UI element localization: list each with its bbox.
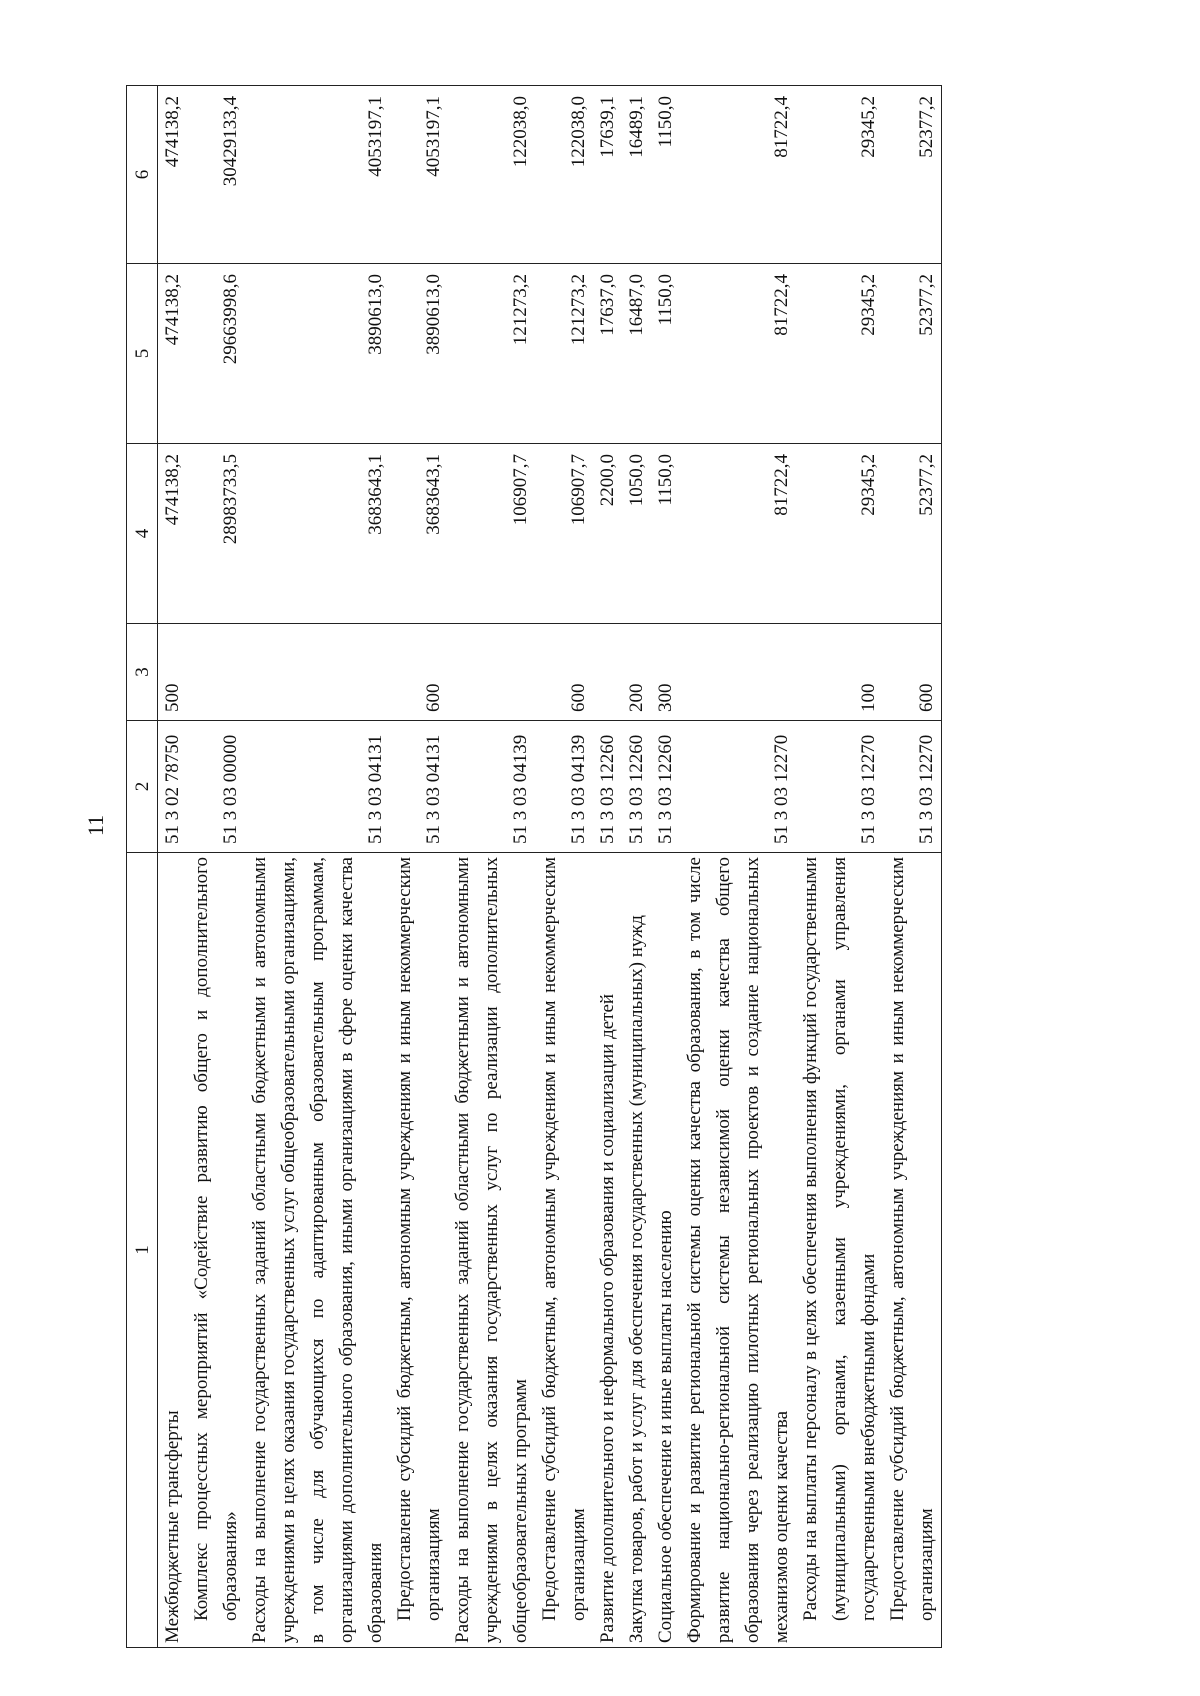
expense-name: Комплекс процессных мероприятий «Содействие развитию общего и дополнительного образования» — [187, 853, 245, 1648]
column-header-4: 4 — [127, 444, 158, 624]
amount-column-6: 16489,1 — [622, 86, 651, 264]
target-article-code: 51 3 03 04139 — [448, 721, 535, 853]
target-article-code: 51 3 03 12260 — [593, 721, 622, 853]
expense-name: Предоставление субсидий бюджетным, автономным учреждениям и иным некоммерческим организациям — [535, 853, 593, 1648]
target-article-code: 51 3 03 12260 — [622, 721, 651, 853]
amount-column-5: 3890613,0 — [390, 264, 448, 444]
expense-type-code: 100 — [796, 624, 883, 721]
expense-type-code: 500 — [158, 624, 188, 721]
column-header-6: 6 — [127, 86, 158, 264]
amount-column-6: 52377,2 — [883, 86, 942, 264]
target-article-code: 51 3 03 00000 — [187, 721, 245, 853]
column-header-1: 1 — [127, 853, 158, 1648]
budget-table — [126, 85, 942, 1648]
amount-column-6: 474138,2 — [158, 86, 188, 264]
amount-column-5: 121273,2 — [535, 264, 593, 444]
expense-type-code — [245, 624, 390, 721]
amount-column-4: 106907,7 — [535, 444, 593, 624]
amount-column-6: 4053197,1 — [390, 86, 448, 264]
target-article-code: 51 3 03 04131 — [245, 721, 390, 853]
expense-name: Развитие дополнительного и неформального образования и социализации детей — [593, 853, 622, 1648]
expense-type-code: 600 — [883, 624, 942, 721]
amount-column-6: 17639,1 — [593, 86, 622, 264]
amount-column-5: 81722,4 — [680, 264, 796, 444]
amount-column-4: 106907,7 — [448, 444, 535, 624]
expense-name: Расходы на выполнение государственных заданий областными бюджетными и автономными учреждениями в целях оказания государственных услуг по реализации дополнительных общеобразовательных программ — [448, 853, 535, 1648]
expense-type-code — [448, 624, 535, 721]
expense-name: Формирование и развитие региональной системы оценки качества образования, в том числе развитие национально-региональной системы независимой оценки качества общего образования через реализацию пилотных региональных проектов и создание национальных механизмов оценки качества — [680, 853, 796, 1648]
amount-column-4: 29345,2 — [796, 444, 883, 624]
amount-column-5: 1150,0 — [651, 264, 680, 444]
target-article-code: 51 3 03 12270 — [796, 721, 883, 853]
table-row — [796, 86, 883, 1648]
target-article-code: 51 3 03 04139 — [535, 721, 593, 853]
amount-column-5: 3890613,0 — [245, 264, 390, 444]
expense-name: Межбюджетные трансферты — [158, 853, 188, 1648]
expense-type-code: 600 — [535, 624, 593, 721]
table-row — [187, 86, 245, 1648]
table-body — [158, 86, 942, 1648]
amount-column-4: 28983733,5 — [187, 444, 245, 624]
expense-name: Предоставление субсидий бюджетным, автономным учреждениям и иным некоммерческим организациям — [883, 853, 942, 1648]
amount-column-6: 4053197,1 — [245, 86, 390, 264]
column-header-2: 2 — [127, 721, 158, 853]
target-article-code: 51 3 03 12270 — [883, 721, 942, 853]
page-number: 11 — [83, 814, 108, 836]
column-header-5: 5 — [127, 264, 158, 444]
column-header-3: 3 — [127, 624, 158, 721]
amount-column-6: 122038,0 — [535, 86, 593, 264]
amount-column-4: 474138,2 — [158, 444, 188, 624]
expense-type-code: 600 — [390, 624, 448, 721]
expense-type-code: 300 — [651, 624, 680, 721]
amount-column-5: 29663998,6 — [187, 264, 245, 444]
table-row — [158, 86, 188, 1648]
target-article-code: 51 3 02 78750 — [158, 721, 188, 853]
table-row — [390, 86, 448, 1648]
amount-column-4: 52377,2 — [883, 444, 942, 624]
target-article-code: 51 3 03 04131 — [390, 721, 448, 853]
expense-type-code: 200 — [622, 624, 651, 721]
amount-column-4: 3683643,1 — [245, 444, 390, 624]
target-article-code: 51 3 03 12260 — [651, 721, 680, 853]
table-row — [651, 86, 680, 1648]
amount-column-6: 1150,0 — [651, 86, 680, 264]
amount-column-5: 474138,2 — [158, 264, 188, 444]
table-row — [245, 86, 390, 1648]
amount-column-4: 1150,0 — [651, 444, 680, 624]
amount-column-5: 52377,2 — [883, 264, 942, 444]
rotated-table-wrapper — [126, 86, 991, 1648]
header-row — [127, 86, 158, 1648]
amount-column-4: 1050,0 — [622, 444, 651, 624]
expense-name: Предоставление субсидий бюджетным, автономным учреждениям и иным некоммерческим организациям — [390, 853, 448, 1648]
amount-column-5: 16487,0 — [622, 264, 651, 444]
target-article-code: 51 3 03 12270 — [680, 721, 796, 853]
table-row — [680, 86, 796, 1648]
expense-type-code — [593, 624, 622, 721]
amount-column-6: 81722,4 — [680, 86, 796, 264]
table-row — [883, 86, 942, 1648]
amount-column-5: 17637,0 — [593, 264, 622, 444]
amount-column-4: 3683643,1 — [390, 444, 448, 624]
expense-name: Расходы на выполнение государственных заданий областными бюджетными и автономными учреждениями в целях оказания государственных услуг общеобразовательными организациями, в том числе для обучающихся по адаптированным образовательным программам, организациями дополнительного образования, иными организациями в сфере оценки качества образования — [245, 853, 390, 1648]
amount-column-4: 81722,4 — [680, 444, 796, 624]
amount-column-5: 29345,2 — [796, 264, 883, 444]
expense-name: Социальное обеспечение и иные выплаты населению — [651, 853, 680, 1648]
amount-column-6: 30429133,4 — [187, 86, 245, 264]
expense-type-code — [680, 624, 796, 721]
amount-column-5: 121273,2 — [448, 264, 535, 444]
expense-name: Закупка товаров, работ и услуг для обеспечения государственных (муниципальных) нужд — [622, 853, 651, 1648]
table-row — [622, 86, 651, 1648]
amount-column-4: 2200,0 — [593, 444, 622, 624]
table-row — [448, 86, 535, 1648]
table-row — [535, 86, 593, 1648]
amount-column-6: 29345,2 — [796, 86, 883, 264]
table-row — [593, 86, 622, 1648]
expense-name: Расходы на выплаты персоналу в целях обеспечения выполнения функций государственными (муниципальными) органами, казенными учреждениями, органами управления государственными внебюджетными фондами — [796, 853, 883, 1648]
expense-type-code — [187, 624, 245, 721]
amount-column-6: 122038,0 — [448, 86, 535, 264]
